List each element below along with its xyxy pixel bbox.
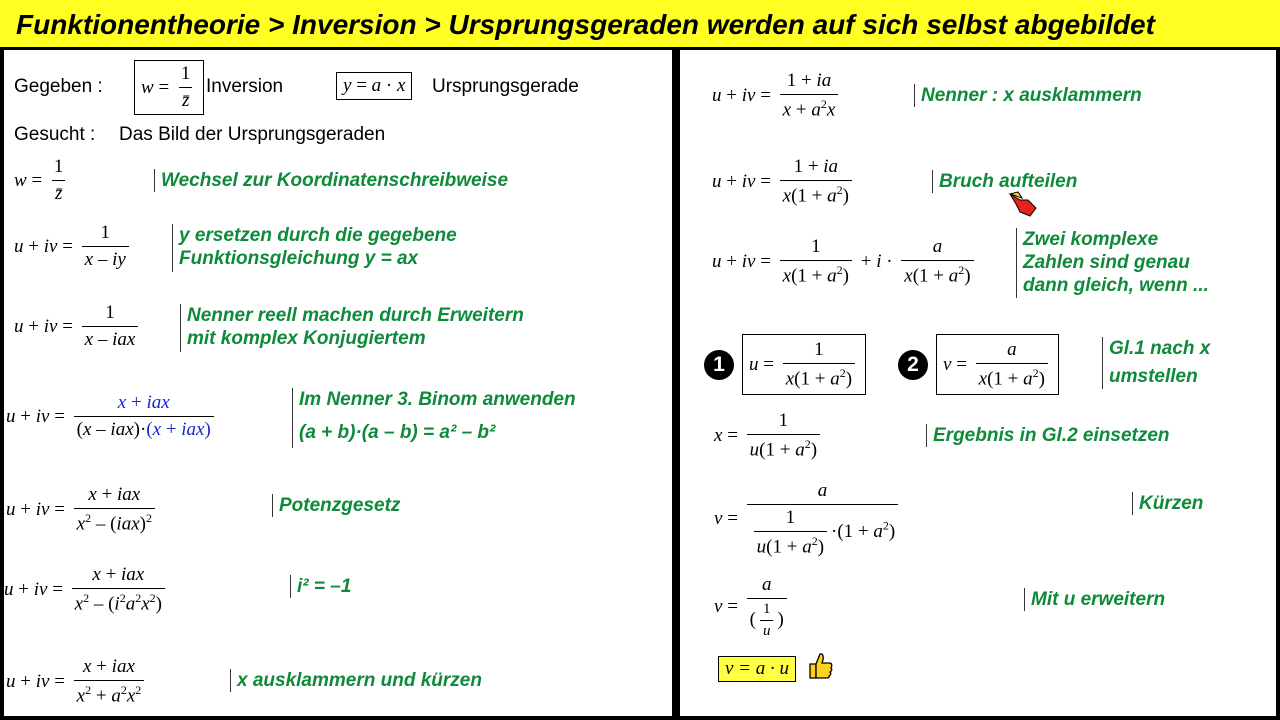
line-label: Ursprungsgerade bbox=[432, 76, 579, 97]
note-i-squared: i² = –1 bbox=[290, 575, 351, 598]
given-inversion-formula: w = $\frac{1}{z̄}$ bbox=[134, 60, 204, 115]
note-substitute-y: y ersetzen durch die gegebene Funktionsgleichung y = ax bbox=[172, 224, 457, 272]
equation-u: 1 u = $\frac{1}{x(1 + a^2)}$ bbox=[704, 334, 866, 395]
equation-r2: u + iv = $\frac{1 + ia}{x(1 + a^2)}$ bbox=[712, 156, 856, 207]
note-make-real: Nenner reell machen durch Erweitern mit komplex Konjugiertem bbox=[180, 304, 524, 352]
note-split-fraction: Bruch aufteilen bbox=[932, 170, 1077, 193]
marker-eq2: 2 bbox=[898, 350, 928, 380]
page-title: Funktionentheorie > Inversion > Ursprungsgeraden werden auf sich selbst abgebildet bbox=[16, 9, 1155, 40]
equation-r3: u + iv = $\frac{1}{x(1 + a^2)}$ + i · $\frac{a}{x(1 + a^2)}$ bbox=[712, 236, 978, 287]
given-line-formula: y = a · x bbox=[336, 72, 412, 100]
marker-eq1: 1 bbox=[704, 350, 734, 380]
equation-w: w = $\frac{1}{z̄}$ bbox=[14, 156, 64, 204]
equation-v-substituted: v = a $\frac{1}{u(1 + a^2)}$ $\cdot(1 + a^2)$ bbox=[714, 480, 902, 558]
note-complex-equality: Zwei komplexe Zahlen sind genau dann gleich, wenn ... bbox=[1016, 228, 1209, 298]
equation-step-3: u + iv = $\frac{\text{x + iax}}{\text{(x – iax)·(x + iax)}}$ bbox=[6, 392, 218, 441]
given-label: Gegeben : bbox=[14, 76, 103, 97]
equation-step-5: u + iv = $\frac{\text{x + iax}}{x^2 - (i^2a^2x^2)}$ bbox=[4, 564, 169, 615]
equation-step-2: u + iv = $\frac{1}{\text{x – iax}}$ bbox=[14, 302, 142, 351]
equation-step-6: u + iv = $\frac{\text{x + iax}}{x^2 + a^2x^2}$ bbox=[6, 656, 148, 707]
equation-step-1: u + iv = $\frac{1}{x - iy}$ bbox=[14, 222, 133, 271]
sought-label: Gesucht : bbox=[14, 124, 96, 145]
equation-x: x = $\frac{1}{u(1 + a^2)}$ bbox=[714, 410, 824, 461]
pointing-hand-icon bbox=[1006, 186, 1040, 220]
sought-text: Das Bild der Ursprungsgeraden bbox=[119, 124, 386, 145]
equation-step-4: u + iv = $\frac{\text{x + iax}}{x^2 - (iax)^2}$ bbox=[6, 484, 159, 535]
note-binomial: Im Nenner 3. Binom anwenden (a + b)·(a – b) = a² – b² bbox=[292, 388, 576, 448]
note-substitute: Ergebnis in Gl.2 einsetzen bbox=[926, 424, 1170, 447]
equation-v: 2 v = $\frac{a}{x(1 + a^2)}$ bbox=[898, 334, 1059, 395]
result-equation bbox=[718, 656, 796, 682]
left-panel bbox=[4, 50, 672, 716]
right-panel bbox=[680, 50, 1276, 716]
note-factor-out-x: x ausklammern und kürzen bbox=[230, 669, 482, 692]
thumbs-up-icon bbox=[804, 650, 836, 682]
note-factor-denominator: Nenner : x ausklammern bbox=[914, 84, 1142, 107]
title-bar bbox=[0, 0, 1280, 50]
note-expand-u: Mit u erweitern bbox=[1024, 588, 1165, 611]
note-coordinate-form: Wechsel zur Koordinatenschreibweise bbox=[154, 169, 508, 192]
note-solve-for-x: Gl.1 nach x umstellen bbox=[1102, 337, 1210, 389]
note-cancel: Kürzen bbox=[1132, 492, 1203, 515]
result-highlight: v = a · u bbox=[718, 656, 796, 682]
equation-r1: u + iv = $\frac{1 + ia}{x + a^2x}$ bbox=[712, 70, 842, 121]
equation-v-simplified: v = a ( $\frac{1}{u}$ ) bbox=[714, 574, 791, 640]
inversion-label: Inversion bbox=[206, 76, 284, 97]
note-power-law: Potenzgesetz bbox=[272, 494, 400, 517]
